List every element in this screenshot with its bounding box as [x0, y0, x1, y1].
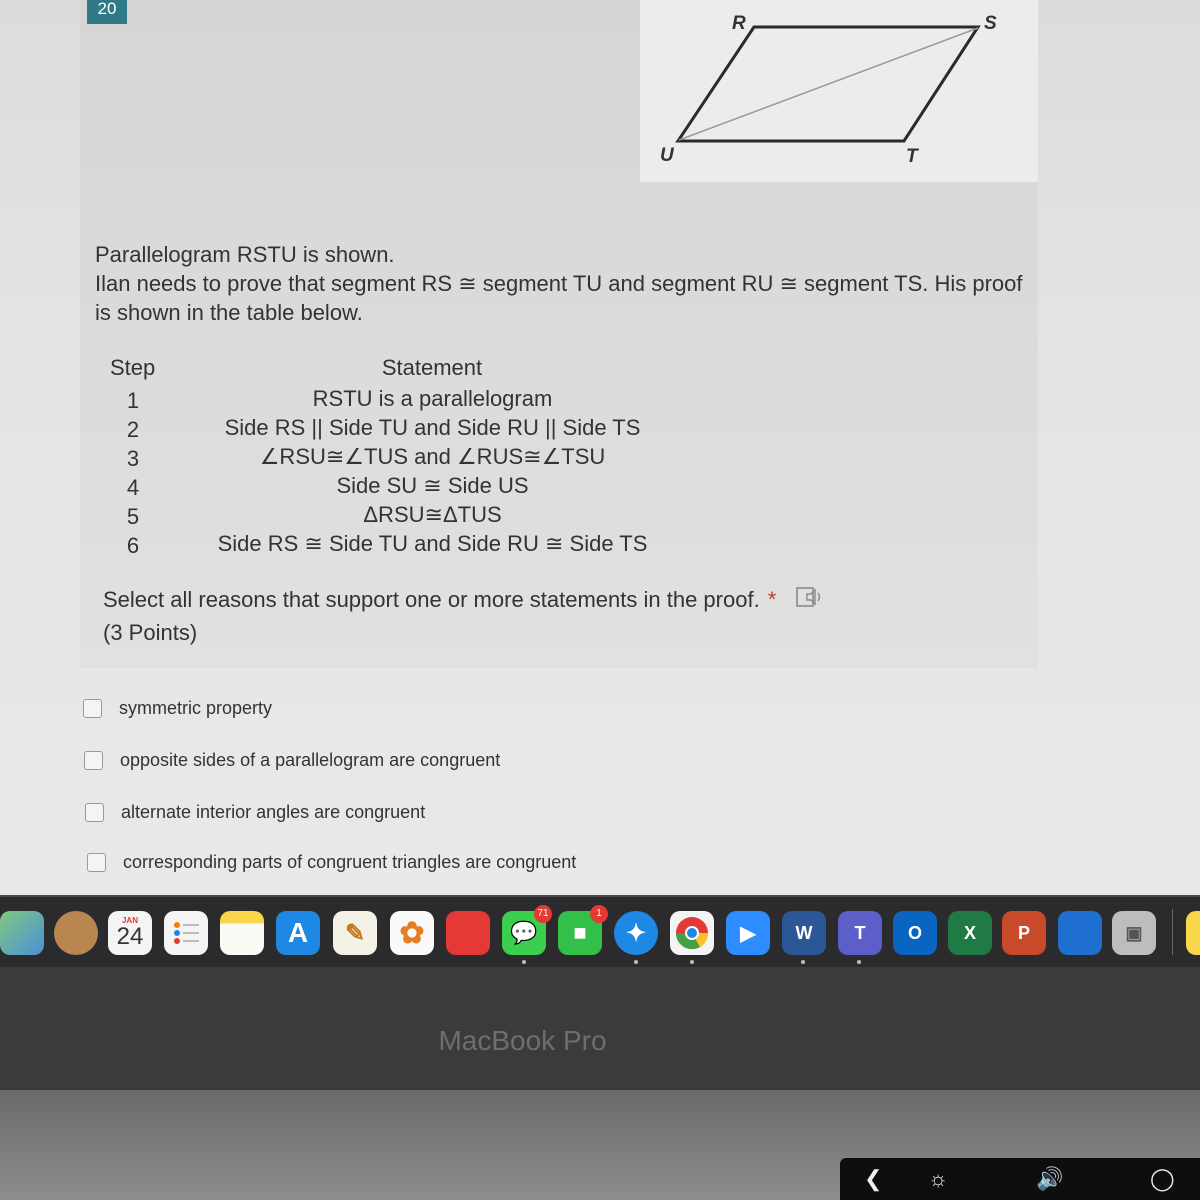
powerpoint-icon[interactable]: P — [1002, 911, 1046, 955]
immersive-reader-icon[interactable] — [796, 585, 824, 617]
question-number: 20 — [87, 0, 127, 24]
notes-icon[interactable] — [220, 911, 264, 955]
option-item[interactable] — [85, 797, 425, 827]
proof-statement: RSTU is a parallelogram — [312, 386, 553, 411]
option-label[interactable]: symmetric property — [119, 697, 273, 718]
vertex-u-label: U — [660, 145, 674, 166]
proof-step-numbers — [122, 386, 144, 560]
question-instruction — [103, 584, 824, 648]
word-icon[interactable]: W — [782, 911, 826, 955]
photos-icon[interactable]: ✿ — [390, 911, 434, 955]
parallelogram-figure — [640, 0, 1038, 182]
facetime-badge: 1 — [590, 905, 608, 923]
calendar-month: JAN — [121, 916, 138, 925]
step-number: 3 — [126, 446, 140, 471]
step-number: 1 — [126, 388, 140, 413]
vertex-s-label: S — [984, 13, 997, 34]
proof-statement: Side RS || Side TU and Side RU || Side TS — [224, 415, 641, 440]
step-number: 2 — [126, 417, 140, 442]
running-indicator — [801, 960, 805, 964]
outlook-icon[interactable]: O — [893, 911, 937, 955]
instruction-text: Select all reasons that support one or more statements in the proof. — [103, 587, 760, 612]
statement-column-header: Statement — [381, 355, 483, 380]
maps-icon[interactable] — [0, 911, 44, 955]
step-number: 6 — [126, 533, 140, 558]
teams-icon[interactable]: T — [838, 911, 882, 955]
zoom-icon[interactable]: ▶ — [726, 911, 770, 955]
running-indicator — [634, 960, 638, 964]
option-checkbox[interactable] — [83, 699, 102, 718]
folder-icon[interactable] — [1186, 911, 1200, 955]
chevron-left-icon[interactable]: ❮ — [864, 1166, 883, 1191]
facetime-icon[interactable]: ■ 1 — [558, 911, 602, 955]
diagonal-su — [679, 28, 978, 140]
volume-icon[interactable]: 🔊 — [1036, 1166, 1064, 1191]
step-column-header: Step — [110, 355, 156, 380]
proof-statement: Side SU ≅ Side US — [336, 473, 529, 498]
option-item[interactable] — [83, 693, 272, 723]
photo-booth-icon[interactable] — [446, 911, 490, 955]
step-number: 4 — [126, 475, 140, 500]
contacts-icon[interactable] — [54, 911, 98, 955]
option-checkbox[interactable] — [84, 751, 103, 770]
reminders-icon[interactable] — [164, 911, 208, 955]
proof-statements — [150, 384, 715, 558]
siri-icon[interactable]: ◯ — [1150, 1166, 1175, 1191]
prompt-line: is shown in the table below. — [95, 300, 363, 325]
option-label[interactable]: opposite sides of a parallelogram are congruent — [120, 749, 501, 770]
roblox-icon[interactable]: ▣ — [1112, 911, 1156, 955]
prompt-line: Ilan needs to prove that segment RS ≅ segment TU and segment RU ≅ segment TS. His proof — [95, 271, 1023, 296]
excel-icon[interactable]: X — [948, 911, 992, 955]
vertex-t-label: T — [906, 146, 918, 167]
option-item[interactable] — [87, 847, 576, 877]
running-indicator — [690, 960, 694, 964]
points-label: (3 Points) — [103, 620, 198, 646]
app-store-icon[interactable]: A — [276, 911, 320, 955]
messages-icon[interactable]: 💬 71 — [502, 911, 546, 955]
option-checkbox[interactable] — [87, 853, 106, 872]
option-label[interactable]: alternate interior angles are congruent — [121, 801, 426, 822]
vertex-r-label: R — [732, 13, 746, 34]
option-checkbox[interactable] — [85, 803, 104, 822]
dock-divider — [1172, 909, 1173, 955]
proof-statement: ∠RSU≅∠TUS and ∠RUS≅∠TSU — [259, 444, 606, 469]
proof-statement: ΔRSU≅ΔTUS — [363, 502, 502, 527]
question-prompt — [95, 240, 1035, 327]
option-label[interactable]: corresponding parts of congruent triangles are congruent — [123, 851, 577, 872]
calendar-day: 24 — [116, 923, 144, 950]
running-indicator — [522, 960, 526, 964]
prompt-line: Parallelogram RSTU is shown. — [95, 242, 395, 267]
touch-bar — [840, 1158, 1200, 1200]
proof-statement: Side RS ≅ Side TU and Side RU ≅ Side TS — [217, 531, 648, 556]
safari-icon[interactable]: ✦ — [614, 911, 658, 955]
xcode-icon[interactable] — [1058, 911, 1102, 955]
chrome-icon[interactable] — [670, 911, 714, 955]
running-indicator — [857, 960, 861, 964]
messages-badge: 71 — [534, 905, 552, 923]
laptop-brand-label: MacBook Pro — [438, 1025, 607, 1056]
dock — [0, 895, 1200, 969]
brightness-icon[interactable]: ☼ — [928, 1166, 949, 1191]
step-number: 5 — [126, 504, 140, 529]
option-item[interactable] — [84, 745, 500, 775]
required-mark: * — [767, 587, 777, 612]
calendar-icon[interactable] — [108, 911, 152, 955]
pages-icon[interactable]: ✎ — [333, 911, 377, 955]
